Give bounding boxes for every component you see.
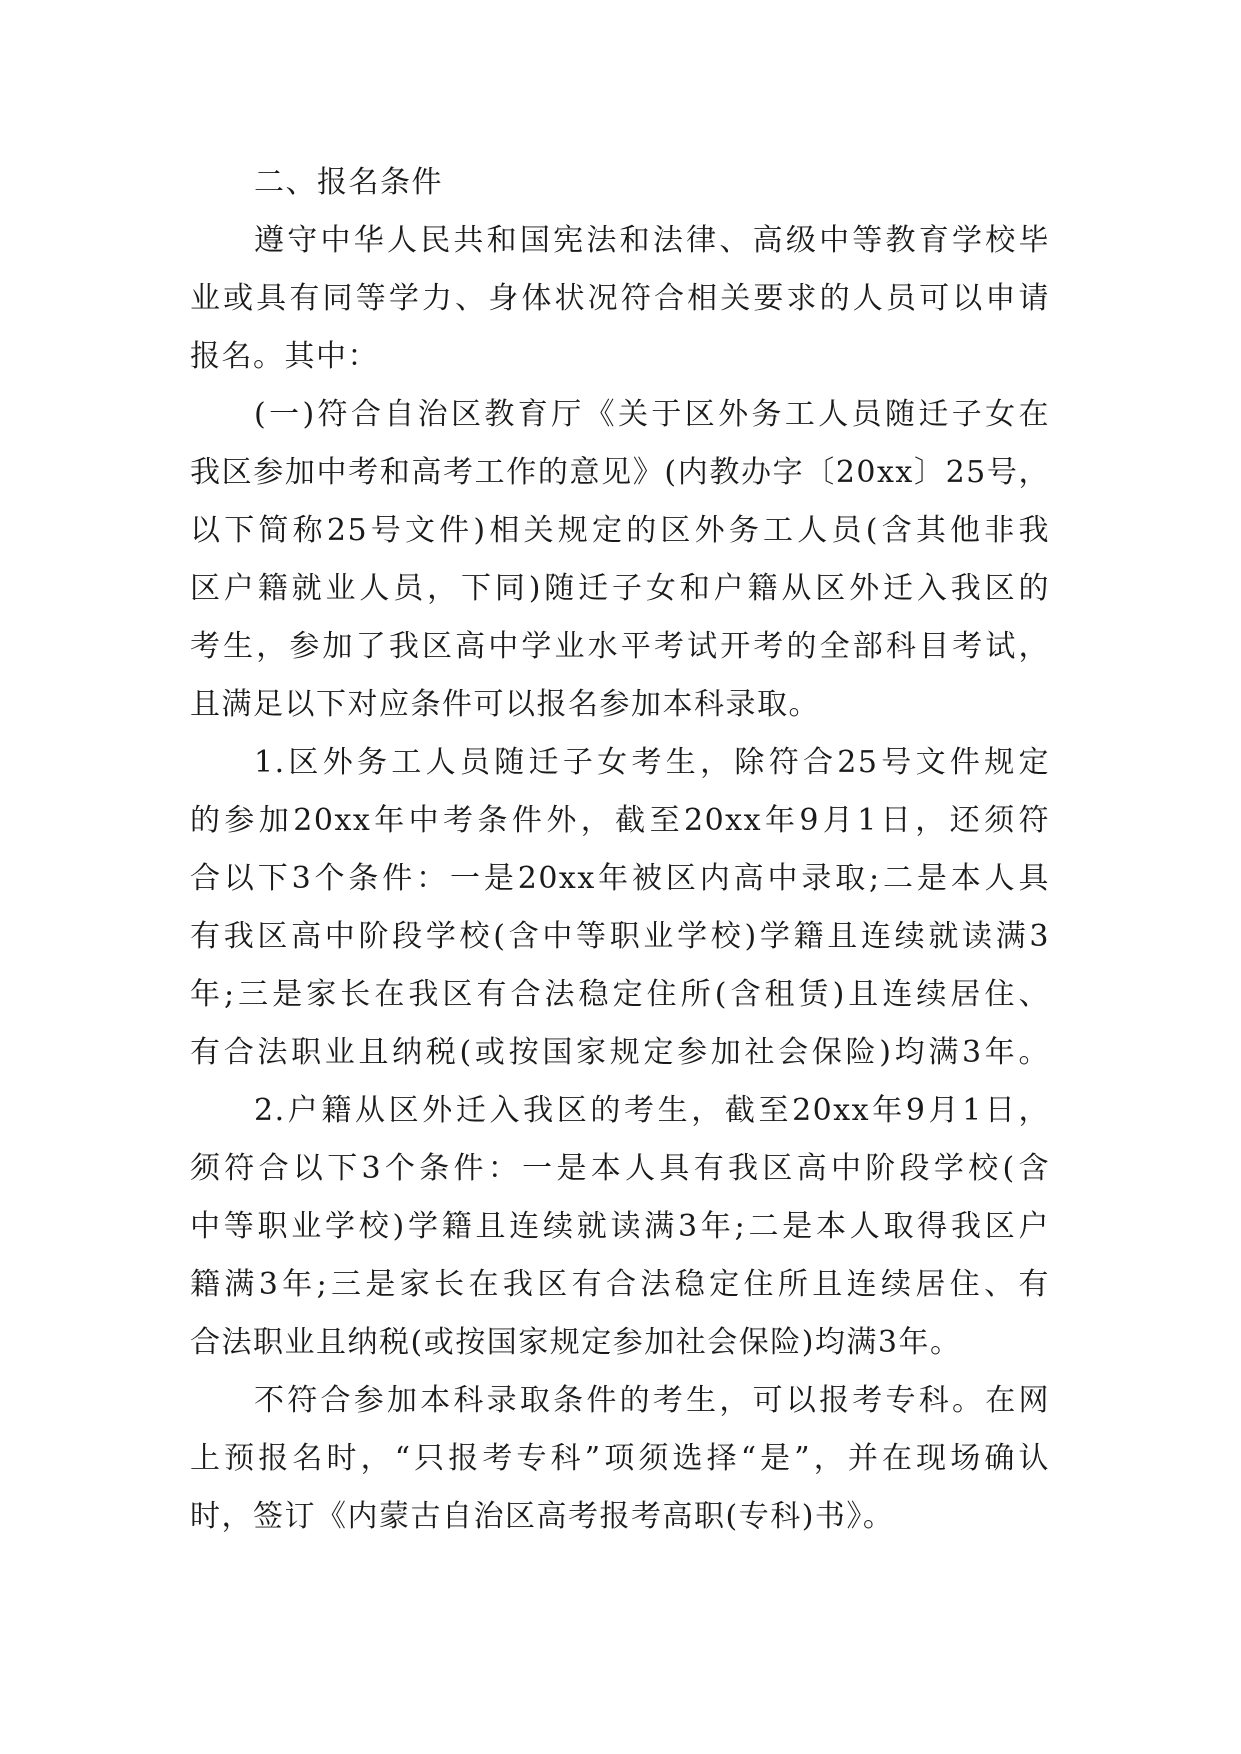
text-line: 以下简称25号文件)相关规定的区外务工人员(含其他非我 [190, 513, 1050, 548]
section-heading: 二、报名条件 [254, 165, 443, 200]
text-line: 且满足以下对应条件可以报名参加本科录取。 [190, 687, 820, 722]
text-line: 我区参加中考和高考工作的意见》(内教办字〔20xx〕25号， [190, 455, 1050, 490]
text-line: 1.区外务工人员随迁子女考生，除符合25号文件规定 [254, 745, 1050, 780]
paragraph-item-1 [190, 734, 1050, 1082]
text-line: 时，签订《内蒙古自治区高考报考高职(专科)书》。 [190, 1499, 895, 1534]
text-line: 考生，参加了我区高中学业水平考试开考的全部科目考试， [190, 629, 1050, 664]
text-line: 上预报名时，“只报考专科”项须选择“是”，并在现场确认 [190, 1441, 1050, 1476]
text-line: 不符合参加本科录取条件的考生，可以报考专科。在网 [254, 1383, 1050, 1418]
paragraph-eligibility-intro [190, 212, 1050, 386]
text-line: 2.户籍从区外迁入我区的考生，截至20xx年9月1日， [254, 1093, 1050, 1128]
text-line: 须符合以下3个条件：一是本人具有我区高中阶段学校(含 [190, 1151, 1050, 1186]
text-line: 中等职业学校)学籍且连续就读满3年;二是本人取得我区户 [190, 1209, 1050, 1244]
text-line: 遵守中华人民共和国宪法和法律、高级中等教育学校毕 [254, 223, 1050, 258]
text-line: 业或具有同等学力、身体状况符合相关要求的人员可以申请 [190, 281, 1050, 316]
text-line: 合法职业且纳税(或按国家规定参加社会保险)均满3年。 [190, 1325, 962, 1360]
paragraph-clause-one [190, 386, 1050, 734]
text-line: 的参加20xx年中考条件外，截至20xx年9月1日，还须符 [190, 803, 1050, 838]
text-line: 有我区高中阶段学校(含中等职业学校)学籍且连续就读满3 [190, 919, 1050, 954]
text-line: 区户籍就业人员，下同)随迁子女和户籍从区外迁入我区的 [190, 571, 1050, 606]
paragraph-vocational-option [190, 1372, 1050, 1546]
text-line: 合以下3个条件：一是20xx年被区内高中录取;二是本人具 [190, 861, 1050, 896]
paragraph-item-2 [190, 1082, 1050, 1372]
text-line: 有合法职业且纳税(或按国家规定参加社会保险)均满3年。 [190, 1035, 1050, 1070]
text-line: 籍满3年;三是家长在我区有合法稳定住所且连续居住、有 [190, 1267, 1050, 1302]
text-line: 报名。其中： [190, 339, 379, 374]
document-body [190, 154, 1050, 1546]
text-line: (一)符合自治区教育厅《关于区外务工人员随迁子女在 [254, 397, 1050, 432]
text-line: 年;三是家长在我区有合法稳定住所(含租赁)且连续居住、 [190, 977, 1050, 1012]
